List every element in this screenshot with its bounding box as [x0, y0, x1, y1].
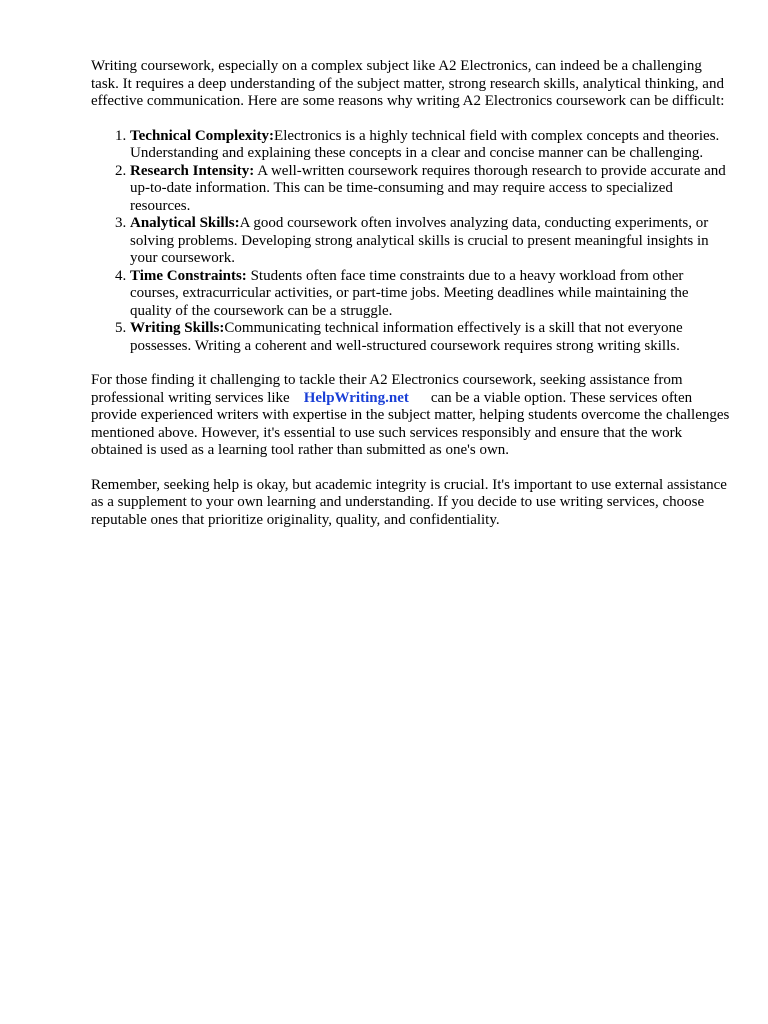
list-item [130, 163, 731, 216]
list-item [130, 215, 731, 268]
list-item [130, 128, 731, 163]
reason-term: Research Intensity: [130, 162, 255, 179]
helpwriting-link[interactable]: HelpWriting.net [303, 389, 409, 406]
integrity-paragraph: Remember, seeking help is okay, but academic integrity is crucial. It's important to use external assistance as a supplement to your own learning and understanding. If you decide to use writing services, choose reputable ones that prioritize originality, quality, and confidentiality. [91, 476, 727, 528]
reason-term: Writing Skills: [130, 320, 225, 336]
assistance-text-after: can be a viable option. These services often provide experienced writers with expertise in the subject matter, helping students overcome the challenges mentioned above. However, it's essential to use such services responsibly and ensure that the work obtained is used as a learning tool rather than submitted as one's own. [91, 389, 730, 458]
reasons-list [91, 128, 731, 356]
assistance-paragraph [91, 372, 731, 460]
reason-text: Communicating technical information effectively is a skill that not everyone possesses. Writing a coherent and well-structured coursework requires strong writing skills. [130, 320, 683, 354]
reason-text: Electronics is a highly technical field with complex concepts and theories. Understanding and explaining these concepts in a clear and concise manner can be challenging. [130, 127, 720, 161]
assistance-text-before: For those finding it challenging to tackle their A2 Electronics coursework, seeking assistance from professional writing services like [91, 372, 683, 406]
reason-term: Technical Complexity: [130, 127, 275, 144]
document-page [91, 58, 731, 529]
list-item [130, 320, 731, 355]
reason-text: Students often face time constraints due to a heavy workload from other courses, extracurricular activities, or part-time jobs. Meeting deadlines while maintaining the quality of the coursework can be a struggle. [130, 267, 689, 319]
reason-term: Analytical Skills: [130, 215, 240, 231]
list-item [130, 268, 731, 321]
reason-text: A well-written coursework requires thorough research to provide accurate and up-to-date information. This can be time-consuming and may require access to specialized resources. [130, 162, 726, 214]
intro-paragraph: Writing coursework, especially on a complex subject like A2 Electronics, can indeed be a challenging task. It requires a deep understanding of the subject matter, strong research skills, analytical thinking, and effective communication. Here are some reasons why writing A2 Electronics coursework can be difficult: [91, 58, 725, 109]
reason-term: Time Constraints: [130, 267, 247, 284]
reason-text: A good coursework often involves analyzing data, conducting experiments, or solving problems. Developing strong analytical skills is crucial to present meaningful insights in your coursework. [130, 215, 709, 266]
